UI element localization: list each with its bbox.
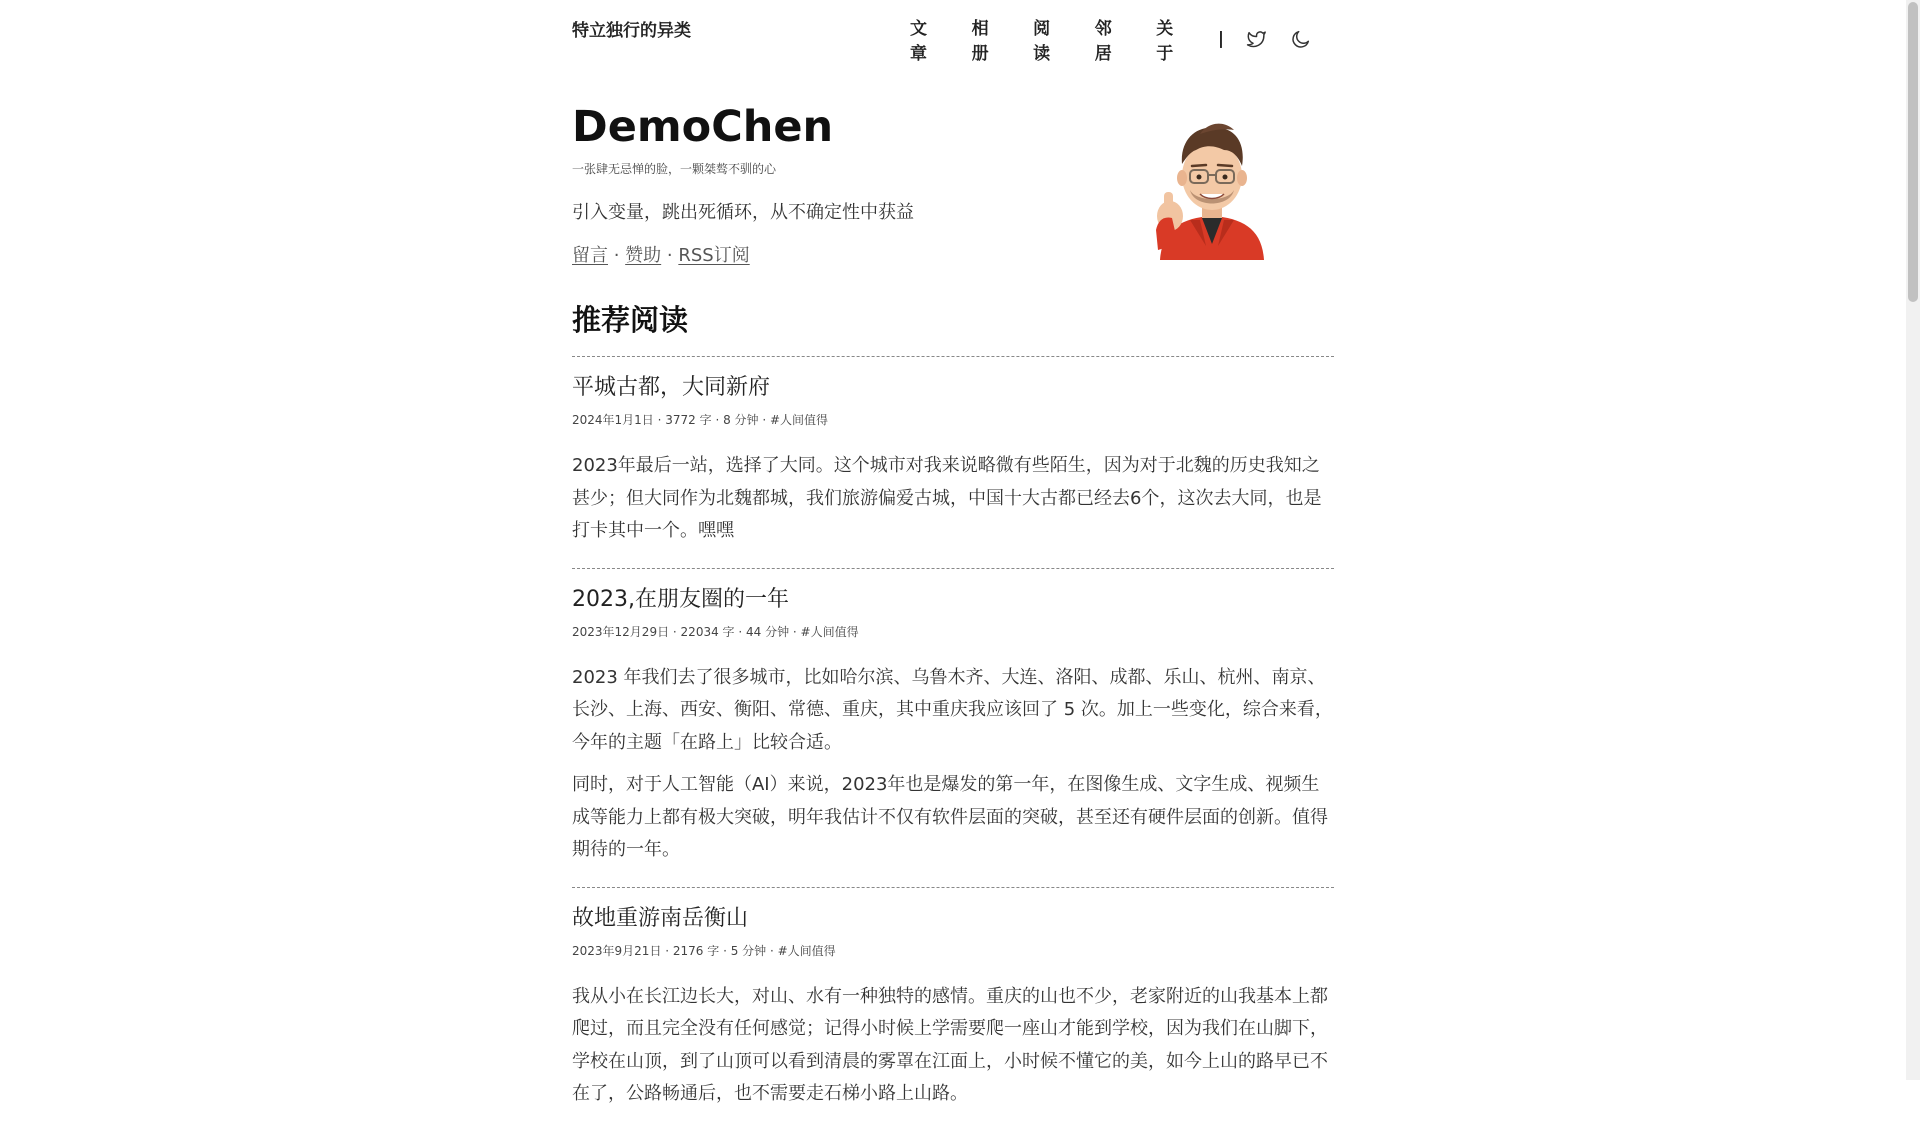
- post-date: 2023年12月29日: [572, 624, 670, 639]
- post-tag[interactable]: #人间值得: [800, 624, 859, 639]
- profile-links: [572, 241, 750, 267]
- post-date: 2023年9月21日: [572, 943, 662, 958]
- moon-icon[interactable]: [1289, 27, 1312, 51]
- twitter-icon[interactable]: [1244, 27, 1267, 51]
- post-read-time: 5 分钟: [730, 943, 767, 958]
- post-read-time: 8 分钟: [723, 413, 759, 427]
- post-tag[interactable]: #人间值得: [777, 943, 836, 958]
- post-meta: 2023年12月29日 · 22034 字 · 44 分钟 · #人间值得: [572, 624, 859, 639]
- post-date: 2024年1月1日: [572, 413, 654, 427]
- nav-neighbors[interactable]: 邻居: [1094, 19, 1112, 64]
- post-meta: 2024年1月1日 · 3772 字 · 8 分钟 · #人间值得: [572, 413, 829, 427]
- post-item: [572, 887, 1334, 1131]
- scrollbar-thumb[interactable]: [1908, 2, 1918, 302]
- recommended-reading-heading: 推荐阅读: [572, 303, 689, 337]
- link-separator: ·: [661, 245, 679, 266]
- author-tagline: 一张肆无忌惮的脸，一颗桀骜不驯的心: [572, 162, 777, 176]
- sponsor-link[interactable]: 赞助: [625, 245, 662, 266]
- post-excerpt: 2023年最后一站，选择了大同。这个城市对我来说略微有些陌生，因为对于北魏的历史我知之甚少；但大同作为北魏都城，我们旅游偏爱古城，中国十大古都已经去6个，这次去大同，也是打卡其中一个。嘿嘿: [572, 455, 1322, 541]
- site-title[interactable]: 特立独行的异类: [572, 21, 691, 41]
- top-navigation-bar: [572, 0, 1334, 64]
- author-motto: 引入变量，跳出死循环，从不确定性中获益: [572, 202, 914, 223]
- post-item: [572, 568, 1334, 887]
- post-title[interactable]: 平城古都，大同新府: [572, 375, 771, 400]
- avatar: [1150, 120, 1274, 260]
- post-word-count: 22034 字: [680, 624, 735, 639]
- nav-articles[interactable]: 文章: [910, 19, 927, 64]
- post-tag[interactable]: #人间值得: [769, 413, 829, 427]
- nav-reading[interactable]: 阅读: [1033, 19, 1051, 64]
- post-meta: 2023年9月21日 · 2176 字 · 5 分钟 · #人间值得: [572, 943, 836, 958]
- post-item: [572, 356, 1334, 568]
- guestbook-link[interactable]: 留言: [572, 245, 608, 266]
- post-excerpt: 2023 年我们去了很多城市，比如哈尔滨、乌鲁木齐、大连、洛阳、成都、乐山、杭州、南京、长沙、上海、西安、衡阳、常德、重庆，其中重庆我应该回了 5 次。加上一些变化，综合来看，今年的主题「在路上」比较合适。: [572, 666, 1333, 753]
- post-excerpt: 同时，对于人工智能（AI）来说，2023年也是爆发的第一年，在图像生成、文字生成、视频生成等能力上都有极大突破，明年我估计不仅有软件层面的突破，甚至还有硬件层面的创新。值得期待的一年。: [572, 774, 1328, 860]
- post-title[interactable]: 2023,在朋友圈的一年: [572, 586, 789, 612]
- main-nav: [910, 14, 1334, 64]
- post-word-count: 2176 字: [672, 943, 720, 958]
- nav-album[interactable]: 相册: [971, 19, 989, 64]
- page-container: [572, 0, 1334, 1104]
- post-read-time: 44 分钟: [746, 624, 790, 639]
- vertical-scrollbar[interactable]: [1906, 0, 1920, 1080]
- rss-link[interactable]: RSS订阅: [678, 245, 750, 266]
- post-list: [572, 356, 1334, 1131]
- nav-about[interactable]: 关于: [1156, 19, 1174, 64]
- post-word-count: 3772 字: [665, 413, 712, 427]
- post-title[interactable]: 故地重游南岳衡山: [572, 905, 749, 931]
- author-name: DemoChen: [572, 102, 834, 152]
- link-separator: ·: [608, 245, 626, 266]
- nav-separator: |: [1217, 29, 1225, 49]
- post-excerpt: 我从小在长江边长大，对山、水有一种独特的感情。重庆的山也不少，老家附近的山我基本上都爬过，而且完全没有任何感觉；记得小时候上学需要爬一座山才能到学校，因为我们在山脚下，学校在山顶，到了山顶可以看到清晨的雾罩在江面上，小时候不懂它的美，如今上山的路早已不在了，公路畅通后，也不需要走石梯小路上山路。: [572, 985, 1328, 1104]
- profile-section: [572, 98, 1334, 268]
